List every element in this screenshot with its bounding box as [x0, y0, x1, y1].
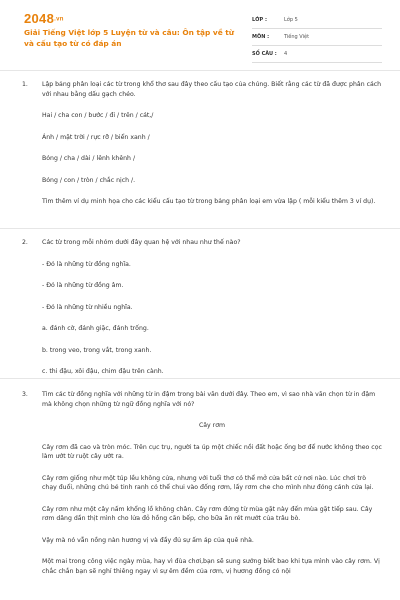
- question-text: Lập bảng phân loại các từ trong khổ thơ sau đây theo cấu tạo của chúng. Biết rằng các từ đã được phân cách với nhau bằng dấu gạch chéo.: [42, 81, 382, 98]
- meta-row-class: [252, 12, 382, 29]
- question-text: Các từ trong mỗi nhóm dưới đây quan hệ với nhau như thế nào?: [42, 239, 241, 246]
- question-line: a. đánh cờ, đánh giặc, đánh trống.: [42, 325, 149, 332]
- story-paragraph: Vậy mà nó vẫn nồng nàn hương vị và đầy đủ sự ấm áp của quê nhà.: [42, 536, 254, 544]
- question-line: - Đó là những từ đồng âm.: [42, 282, 124, 289]
- question-line: Hai / cha con / bước / đi / trên / cát,/: [42, 112, 154, 119]
- question-2: [22, 238, 382, 377]
- question-number: 2.: [22, 239, 28, 246]
- question-divider: [0, 378, 400, 379]
- question-line: c. thi đậu, xôi đậu, chim đậu trên cành.: [42, 368, 164, 375]
- logo-text: 2048: [24, 11, 55, 26]
- logo-tld: .vn: [54, 16, 64, 23]
- story-title: Cây rơm: [198, 422, 226, 429]
- question-line: Bóng / con / tròn / chắc nịch /.: [42, 176, 136, 184]
- question-line: Ánh / mặt trời / rực rỡ / biển xanh /: [42, 133, 150, 141]
- question-line: b. trong veo, trong vắt, trong xanh.: [42, 346, 152, 354]
- meta-row-count: [252, 46, 382, 63]
- document-header: [0, 0, 400, 66]
- header-divider: [0, 70, 400, 71]
- question-number: 3.: [22, 391, 28, 398]
- question-line: Bóng / cha / dài / lênh khênh /: [42, 155, 136, 162]
- meta-row-subject: [252, 29, 382, 46]
- story-paragraph: Một mai trong công việc ngày mùa, hay vì đùa chơi,bạn sẽ sung sướng biết bao khi tựa mình vào cây rơm. Vị chắc chắn bạn sẽ nghỉ thiêng ngay vì sự êm đềm của rơm, vị hương đồng có nội: [42, 558, 380, 575]
- page-title: Giải Tiếng Việt lớp 5 Luyện từ và câu: Ôn tập về từ và cấu tạo từ có đáp án: [24, 28, 235, 48]
- meta-info-table: [252, 12, 382, 63]
- question-text: Tìm các từ đồng nghĩa với những từ in đậm trong bài văn dưới đây. Theo em, vì sao nhà văn chọn từ in đậm mà không chọn những từ ngữ đồng nghĩa với nó?: [42, 391, 376, 408]
- meta-key-subject: MÔN :: [252, 34, 270, 40]
- meta-key-class: LỚP :: [252, 17, 267, 23]
- question-line: Tìm thêm ví dụ minh họa cho các kiểu cấu tạo từ trong bảng phân loại em vừa lập ( mỗi kiểu thêm 3 ví dụ).: [42, 198, 376, 205]
- question-line: - Đó là những từ đồng nghĩa.: [42, 260, 131, 268]
- story-paragraph: Cây rơm đã cao và tròn móc. Trên cục trụ, người ta úp một chiếc nồi đất hoặc ống bơ để nước không theo cọc làm ướt từ ruột cây ướt ra.: [42, 443, 382, 460]
- question-divider: [0, 228, 400, 229]
- question-1: [22, 80, 382, 207]
- story-paragraph: Cây rơm giống như một túp lều không cửa, nhưng với tuổi thơ có thể mở cửa bất cứ nơi nào. Lúc chơi trò chạy đuổi, những chú bé tinh ranh có thể chui vào đống rơm, lấy rơm che cho mình như đóng cánh cửa lại.: [42, 474, 374, 491]
- meta-key-count: SỐ CÂU :: [252, 51, 277, 57]
- meta-value-class: Lớp 5: [284, 17, 298, 23]
- meta-value-count: 4: [284, 51, 288, 57]
- site-logo[interactable]: [24, 11, 64, 26]
- question-3: [22, 390, 382, 576]
- story-paragraph: Cây rơm như một cây nấm khổng lồ không chân. Cây rơm đứng từ mùa gặt này đến mùa gặt tiếp sau. Cây rơm dâng dần thịt mình cho lửa đỏ hồng căn bếp, cho bữa ăn rét mướt của trâu bò.: [42, 505, 373, 522]
- question-line: - Đó là những từ nhiều nghĩa.: [42, 303, 133, 311]
- meta-value-subject: Tiếng Việt: [284, 34, 310, 40]
- question-number: 1.: [22, 81, 28, 88]
